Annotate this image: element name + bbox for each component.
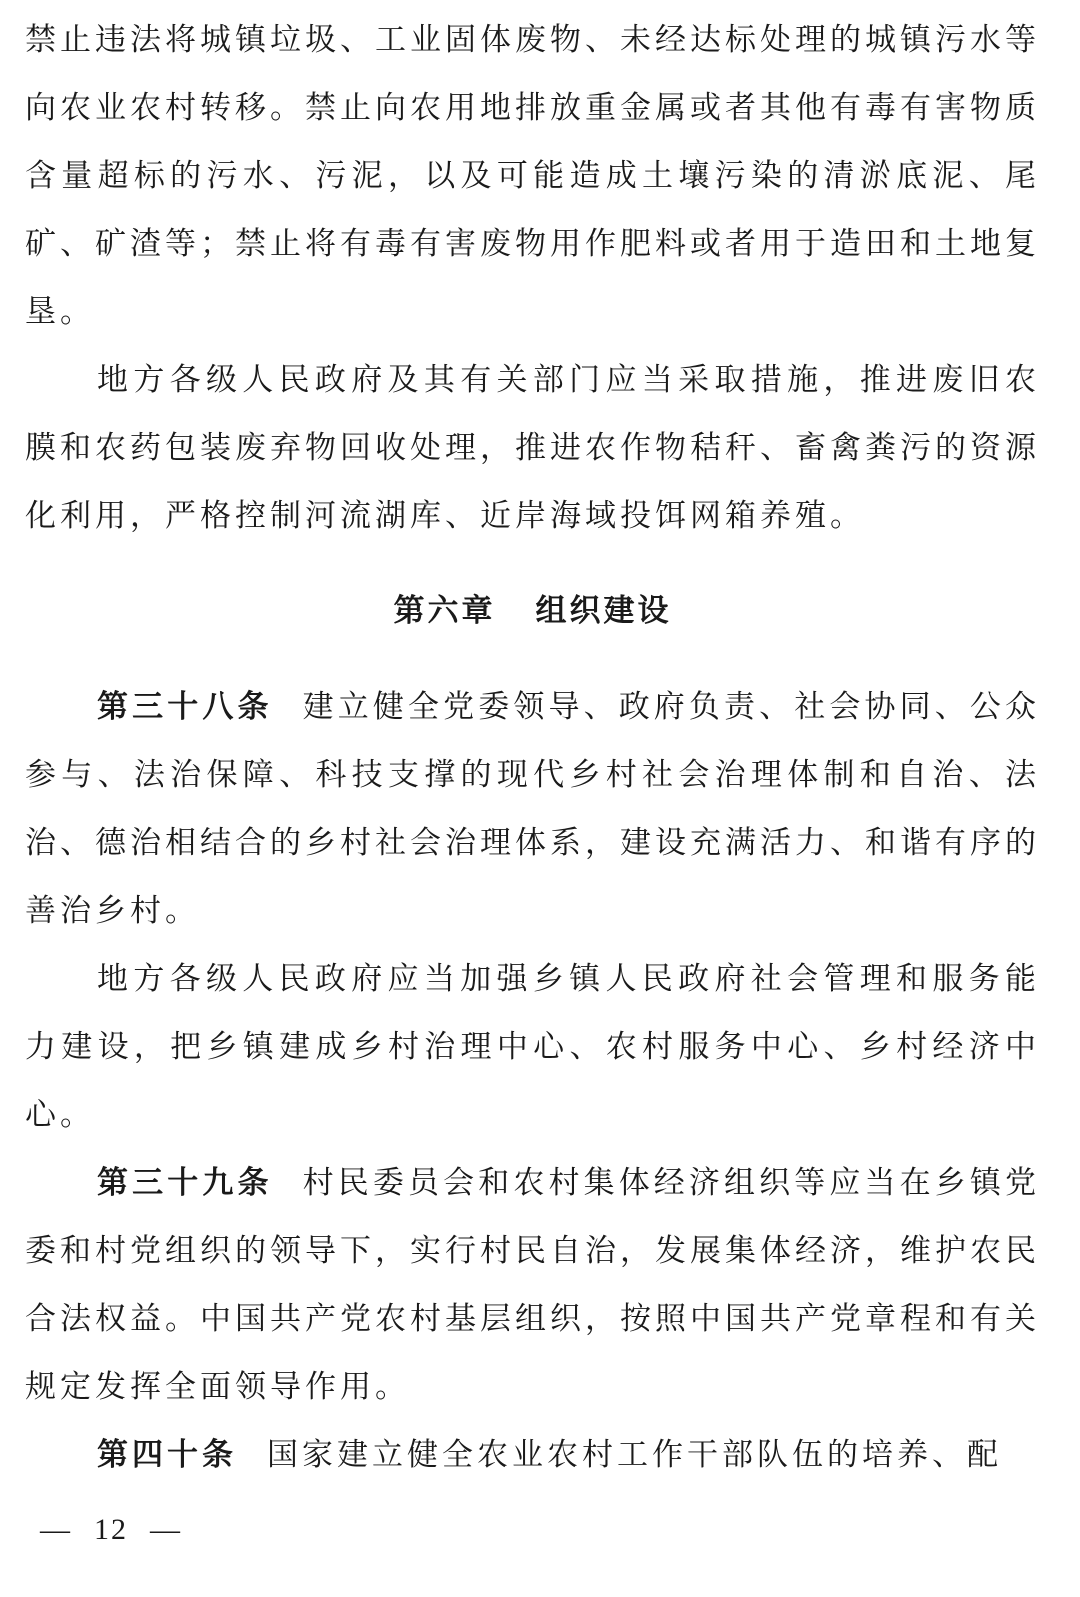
page-number: 12 [94,1513,128,1546]
chapter-title: 组织建设 [535,593,672,629]
chapter-number: 第六章 [393,593,496,629]
article-39-text: 村民委员会和农村集体经济组织等应当在乡镇党委和村党组织的领导下，实行村民自治，发展集体经济，维护农民合法权益。中国共产党农村基层组织，按照中国共产党章程和有关规定发挥全面领导作用。 [25,1165,1041,1405]
article-38-text: 建立健全党委领导、政府负责、社会协同、公众参与、法治保障、科技支撑的现代乡村社会治理体制和自治、法治、德治相结合的乡村社会治理体系，建设充满活力、和谐有序的善治乡村。 [25,689,1041,929]
article-39-label: 第三十九条 [97,1165,273,1201]
document-page [25,6,1040,1489]
article-38-paragraph-2: 地方各级人民政府应当加强乡镇人民政府社会管理和服务能力建设，把乡镇建成乡村治理中心、农村服务中心、乡村经济中心。 [25,961,1040,1133]
chapter-heading [25,577,1040,645]
paragraph-waste-ban: 禁止违法将城镇垃圾、工业固体废物、未经达标处理的城镇污水等向农业农村转移。禁止向农用地排放重金属或者其他有毒有害物质含量超标的污水、污泥，以及可能造成土壤污染的清淤底泥、尾矿、矿渣等；禁止将有毒有害废物用作肥料或者用于造田和土地复垦。 [25,22,1040,330]
article-39 [25,1149,1040,1421]
article-38 [25,673,1040,945]
article-40-label: 第四十条 [97,1437,237,1473]
article-38-label: 第三十八条 [97,689,273,725]
page-number-dash-right: — [150,1513,182,1546]
article-40-text: 国家建立健全农业农村工作干部队伍的培养、配 [267,1437,1002,1473]
paragraph-recycling-measures: 地方各级人民政府及其有关部门应当采取措施，推进废旧农膜和农药包装废弃物回收处理，推进农作物秸秆、畜禽粪污的资源化利用，严格控制河流湖库、近岸海域投饵网箱养殖。 [25,362,1040,534]
page-number-footer [40,1510,182,1550]
page-number-dash-left: — [40,1513,72,1546]
article-40 [25,1421,1040,1489]
